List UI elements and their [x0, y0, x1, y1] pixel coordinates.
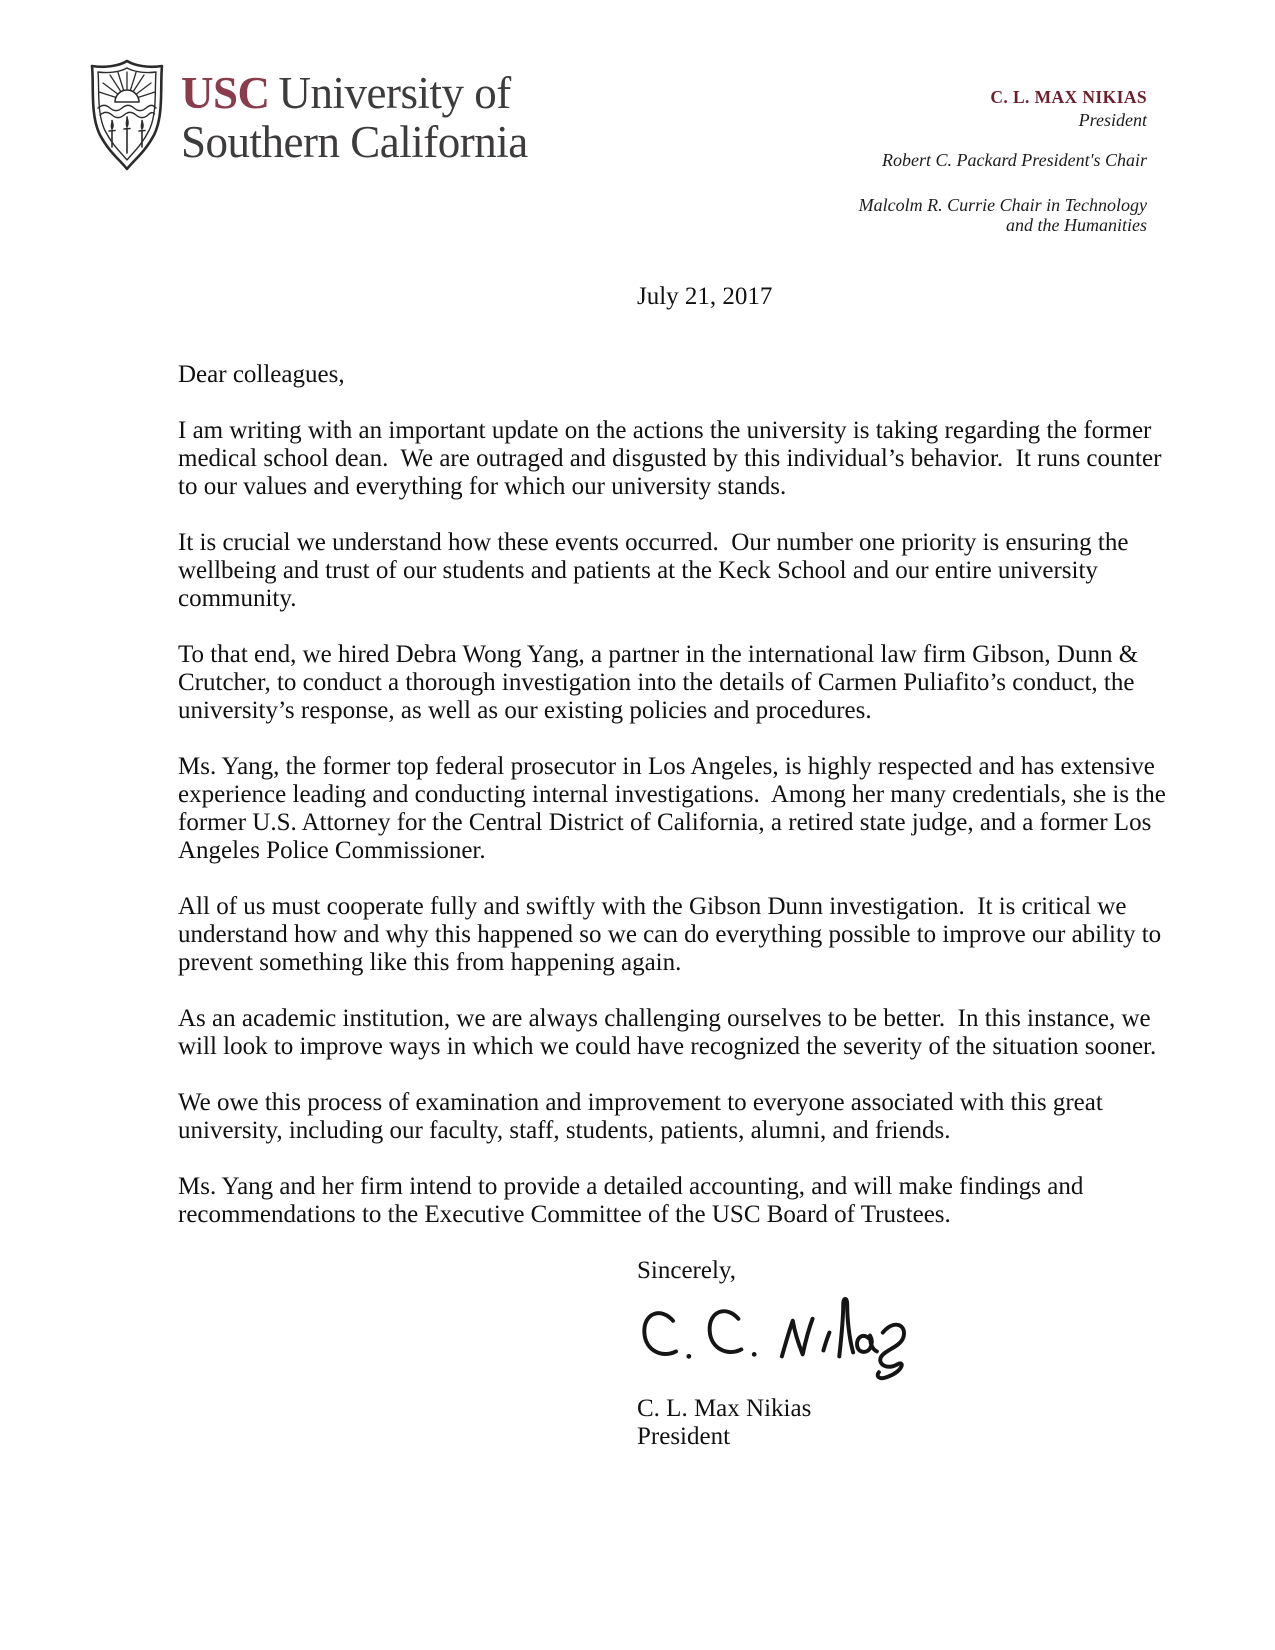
signature-name: C. L. Max Nikias: [637, 1395, 812, 1422]
paragraph-8: Ms. Yang and her firm intend to provide a detailed accounting, and will make findings and recommendations to the Executive Committee of the USC Board of Trustees.: [178, 1173, 1090, 1228]
letter-content: [178, 283, 1178, 1451]
officer-chair-packard: Robert C. Packard President's Chair: [882, 150, 1147, 170]
wordmark-university-of: University of: [278, 68, 511, 118]
wordmark-line2: Southern California: [181, 117, 528, 167]
paragraph-5: All of us must cooperate fully and swiftly with the Gibson Dunn investigation. It is critical we understand how and why this happened so we can do everything possible to improve our ability to prevent something like this from happening again.: [178, 893, 1168, 976]
salutation: Dear colleagues,: [178, 361, 345, 388]
paragraph-3: To that end, we hired Debra Wong Yang, a partner in the international law firm Gibson, Dunn & Crutcher, to conduct a thorough investigation into the details of Carmen Puliafito’s conduct, the university’s response, as well as our existing policies and procedures.: [178, 641, 1145, 724]
signature-handwritten: [633, 1295, 911, 1389]
paragraph-2: It is crucial we understand how these events occurred. Our number one priority is ensuring the wellbeing and trust of our students and patients at the Keck School and our entire university community.: [178, 529, 1135, 612]
officer-chair-currie-line2: and the Humanities: [1006, 215, 1147, 235]
closing-salutation: Sincerely,: [637, 1257, 737, 1284]
closing-block: [637, 1257, 1178, 1451]
officer-chair-currie-line1: Malcolm R. Currie Chair in Technology: [858, 195, 1147, 215]
usc-monogram: USC: [181, 68, 270, 118]
paragraph-4: Ms. Yang, the former top federal prosecutor in Los Angeles, is highly respected and has extensive experience leading and conducting internal investigations. Among her many credentials, she is the former U.S. Attorney for the Central District of California, a retired state judge, and a former Los Angeles Police Commissioner.: [178, 753, 1173, 864]
wordmark-line1: [181, 69, 528, 118]
usc-wordmark: [181, 57, 528, 173]
signature-title: President: [637, 1423, 731, 1450]
paragraph-1: I am writing with an important update on the actions the university is taking regarding the former medical school dean. We are outraged and disgusted by this individual’s behavior. It runs counter to our values and everything for which our university stands.: [178, 417, 1168, 500]
usc-shield-icon: [85, 57, 169, 173]
letter-date: July 21, 2017: [637, 283, 773, 310]
officer-title: President: [1078, 110, 1147, 130]
paragraph-6: As an academic institution, we are always challenging ourselves to be better. In this instance, we will look to improve ways in which we could have recognized the severity of the situation sooner.: [178, 1005, 1157, 1060]
officer-name: C. L. MAX NIKIAS: [990, 87, 1147, 107]
officer-block: [859, 88, 1147, 235]
usc-logo: [85, 57, 528, 173]
paragraph-7: We owe this process of examination and improvement to everyone associated with this great university, including our faculty, staff, students, patients, alumni, and friends.: [178, 1089, 1110, 1144]
